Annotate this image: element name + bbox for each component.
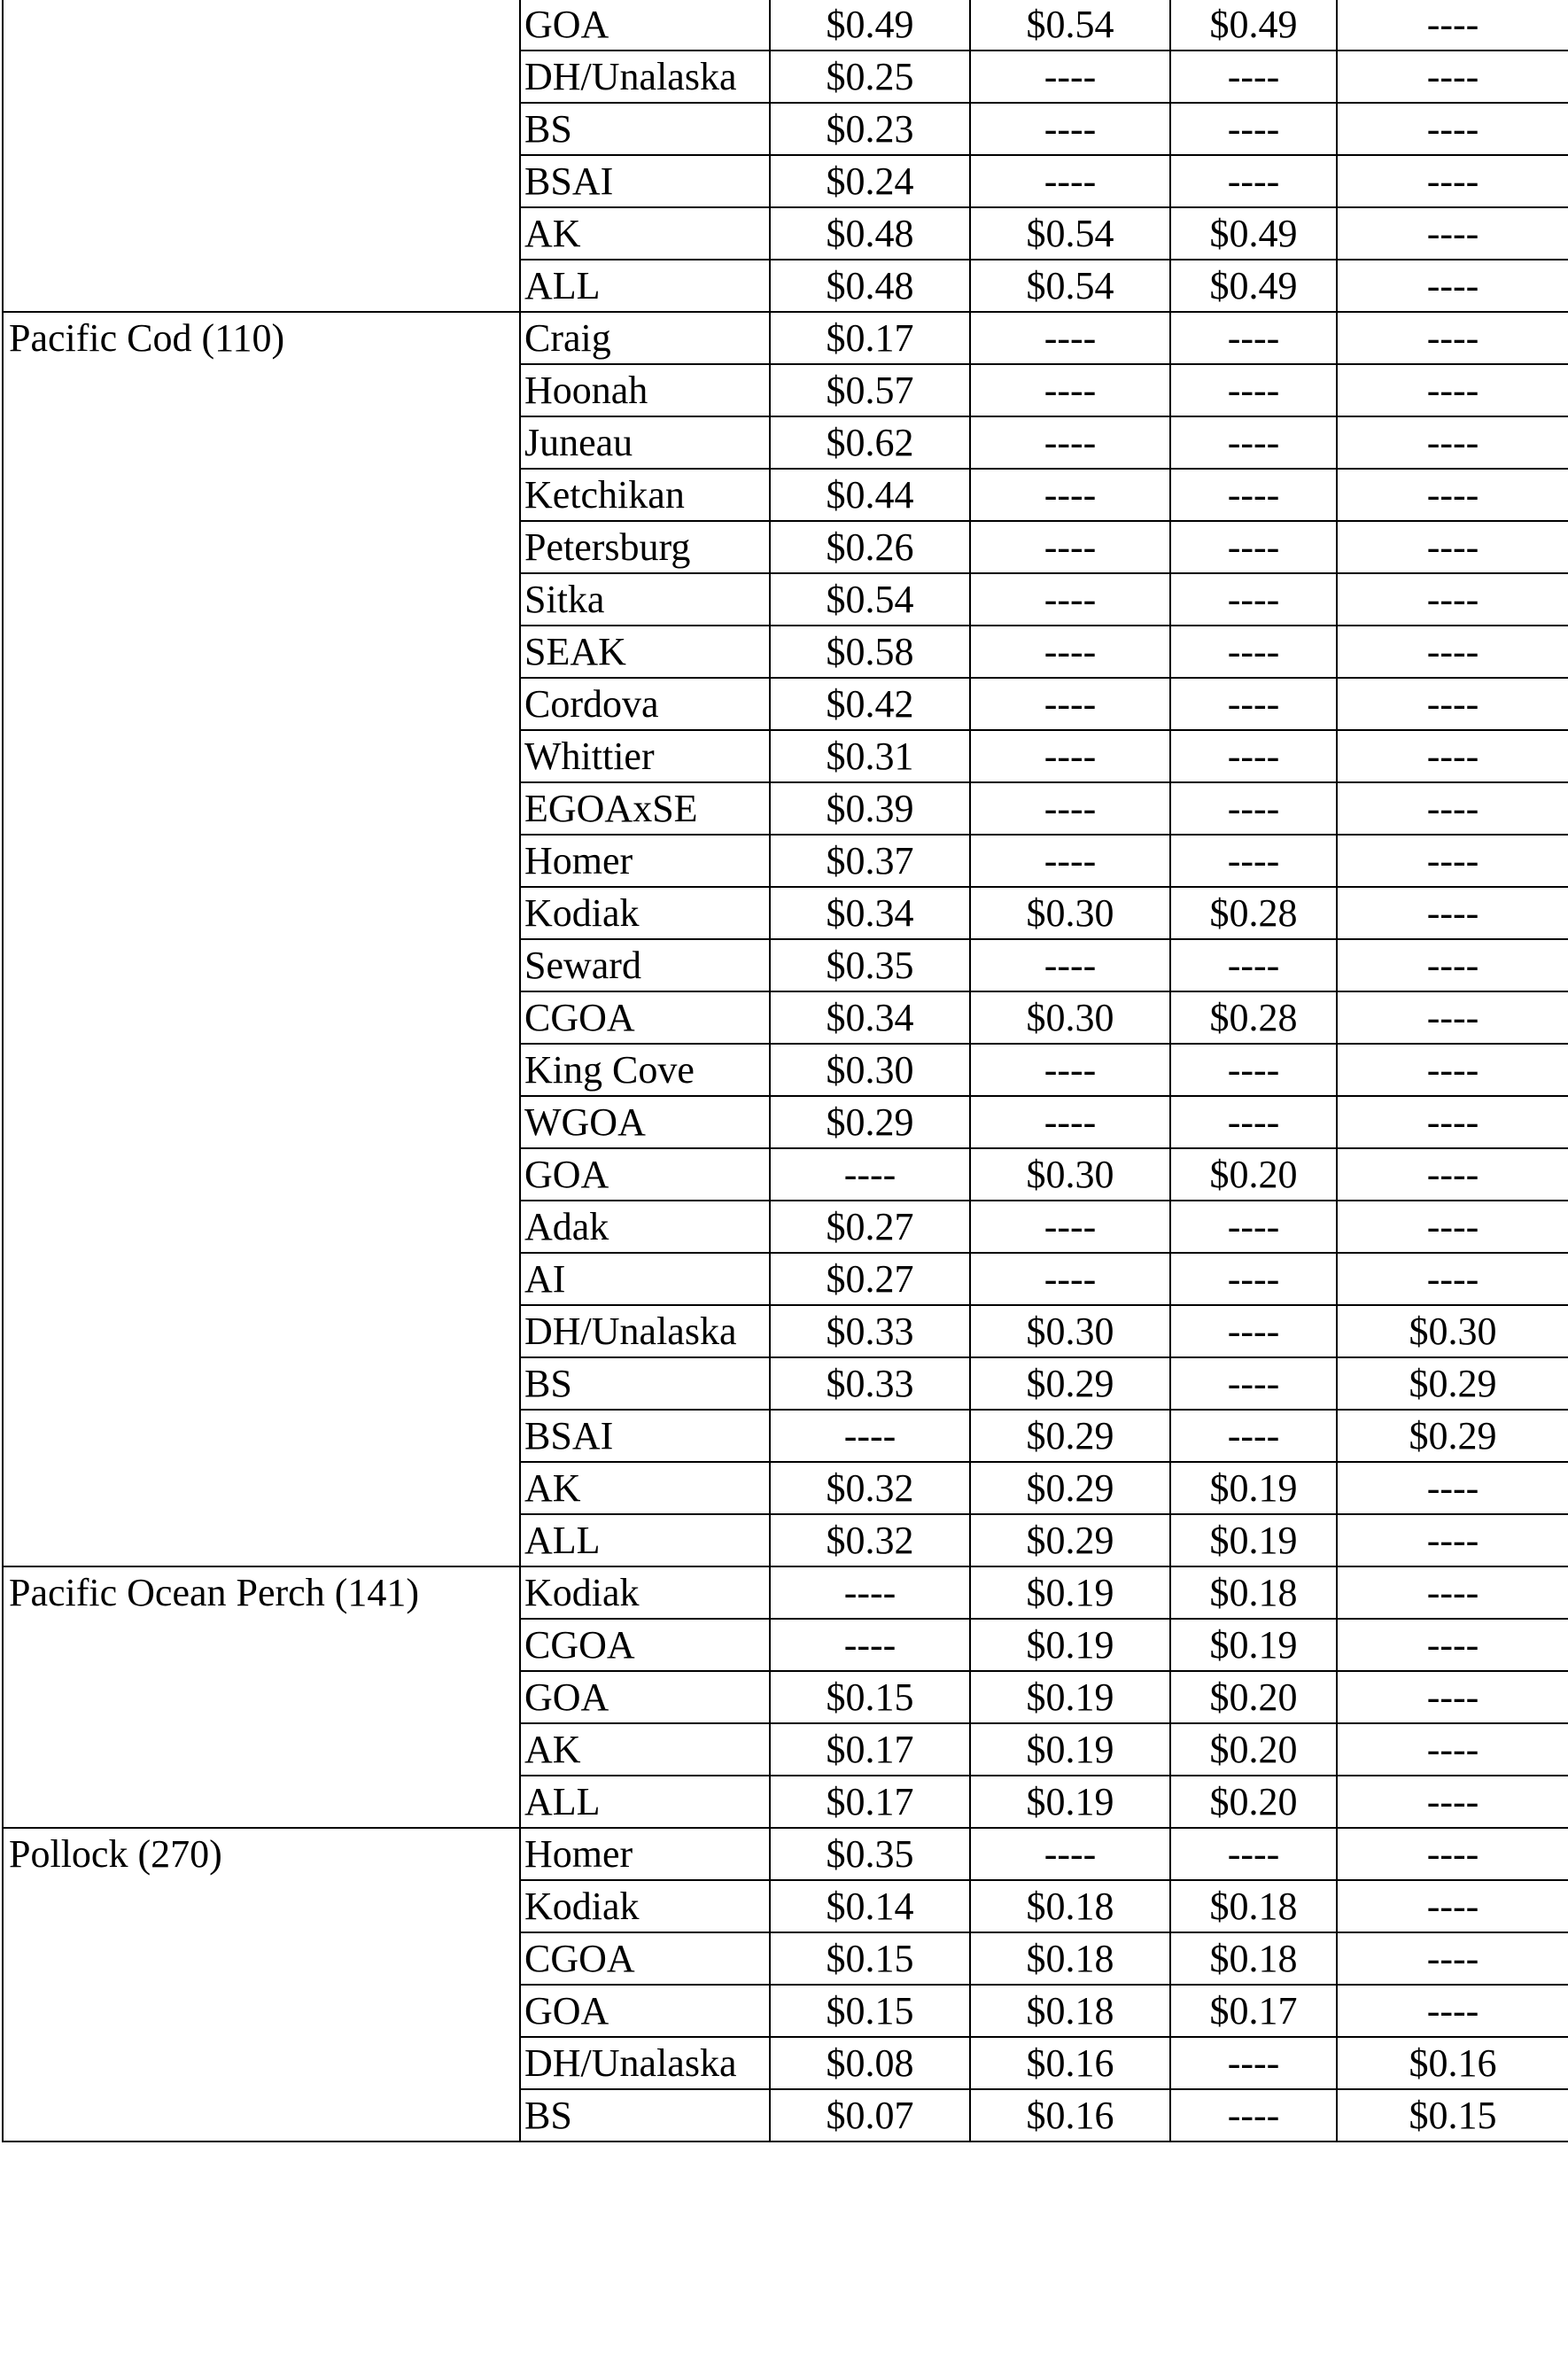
price-cell: $0.62 (770, 416, 970, 469)
port-cell: Kodiak (520, 887, 770, 939)
price-cell: $0.48 (770, 207, 970, 260)
price-cell: $0.18 (1170, 1880, 1337, 1932)
port-cell: BS (520, 1357, 770, 1410)
port-cell: CGOA (520, 1932, 770, 1985)
price-cell: $0.30 (970, 1305, 1170, 1357)
price-cell: ---- (970, 1201, 1170, 1253)
port-cell: AK (520, 1723, 770, 1776)
price-cell: ---- (1170, 469, 1337, 521)
table-row (3, 1828, 1568, 1880)
price-cell: $0.29 (970, 1357, 1170, 1410)
port-cell: ALL (520, 1514, 770, 1566)
price-cell: $0.16 (970, 2037, 1170, 2089)
price-cell: ---- (970, 416, 1170, 469)
price-cell: ---- (770, 1619, 970, 1671)
price-cell: $0.29 (970, 1514, 1170, 1566)
price-cell: ---- (970, 103, 1170, 155)
price-cell: $0.33 (770, 1305, 970, 1357)
port-cell: ALL (520, 260, 770, 312)
price-table-body (3, 0, 1568, 2141)
price-cell: $0.25 (770, 51, 970, 103)
price-cell: $0.19 (970, 1566, 1170, 1619)
price-cell: ---- (1337, 573, 1568, 626)
price-cell: ---- (970, 51, 1170, 103)
price-cell: ---- (1337, 835, 1568, 887)
port-cell: WGOA (520, 1096, 770, 1148)
price-cell: $0.29 (970, 1462, 1170, 1514)
price-cell: ---- (1170, 1828, 1337, 1880)
price-cell: ---- (1337, 1776, 1568, 1828)
port-cell: Homer (520, 1828, 770, 1880)
price-cell: ---- (1337, 416, 1568, 469)
price-cell: $0.19 (970, 1723, 1170, 1776)
price-cell: $0.29 (770, 1096, 970, 1148)
price-cell: $0.19 (970, 1776, 1170, 1828)
price-cell: $0.19 (1170, 1462, 1337, 1514)
price-cell: ---- (1170, 1410, 1337, 1462)
price-cell: ---- (1170, 2037, 1337, 2089)
port-cell: Ketchikan (520, 469, 770, 521)
price-cell: ---- (1170, 2089, 1337, 2141)
price-cell: ---- (1170, 1357, 1337, 1410)
price-cell: $0.29 (970, 1410, 1170, 1462)
price-cell: ---- (1337, 1880, 1568, 1932)
price-cell: $0.16 (970, 2089, 1170, 2141)
price-cell: $0.17 (1170, 1985, 1337, 2037)
port-cell: Sitka (520, 573, 770, 626)
port-cell: Petersburg (520, 521, 770, 573)
price-cell: ---- (1337, 1723, 1568, 1776)
price-cell: $0.42 (770, 678, 970, 730)
price-cell: ---- (1170, 103, 1337, 155)
price-cell: ---- (1170, 1253, 1337, 1305)
port-cell: Homer (520, 835, 770, 887)
port-cell: GOA (520, 1671, 770, 1723)
price-cell: ---- (1337, 312, 1568, 364)
price-cell: ---- (1337, 1985, 1568, 2037)
port-cell: DH/Unalaska (520, 1305, 770, 1357)
price-cell: $0.27 (770, 1253, 970, 1305)
port-cell: King Cove (520, 1044, 770, 1096)
table-row (3, 312, 1568, 364)
price-cell: ---- (1170, 521, 1337, 573)
price-cell: ---- (1170, 939, 1337, 991)
price-cell: $0.16 (1337, 2037, 1568, 2089)
price-cell: ---- (1337, 260, 1568, 312)
price-cell: ---- (1337, 1148, 1568, 1201)
price-cell: $0.18 (970, 1985, 1170, 2037)
price-cell: ---- (1170, 782, 1337, 835)
price-cell: $0.20 (1170, 1776, 1337, 1828)
port-cell: BS (520, 2089, 770, 2141)
price-cell: $0.54 (770, 573, 970, 626)
species-cell: Pacific Ocean Perch (141) (3, 1566, 520, 1828)
price-cell: $0.20 (1170, 1148, 1337, 1201)
port-cell: AK (520, 1462, 770, 1514)
price-cell: ---- (770, 1566, 970, 1619)
price-cell: ---- (1170, 730, 1337, 782)
port-cell: Craig (520, 312, 770, 364)
price-cell: $0.30 (770, 1044, 970, 1096)
price-cell: ---- (1170, 155, 1337, 207)
price-table (2, 0, 1568, 2142)
price-cell: ---- (970, 521, 1170, 573)
price-cell: ---- (1337, 207, 1568, 260)
price-cell: ---- (1170, 678, 1337, 730)
port-cell: AI (520, 1253, 770, 1305)
price-cell: $0.14 (770, 1880, 970, 1932)
port-cell: AK (520, 207, 770, 260)
price-cell: ---- (1337, 0, 1568, 51)
price-cell: $0.20 (1170, 1723, 1337, 1776)
price-cell: ---- (1337, 939, 1568, 991)
price-cell: ---- (1337, 469, 1568, 521)
price-cell: ---- (970, 939, 1170, 991)
price-cell: ---- (1337, 887, 1568, 939)
price-cell: $0.27 (770, 1201, 970, 1253)
price-cell: ---- (1337, 730, 1568, 782)
port-cell: BS (520, 103, 770, 155)
price-cell: $0.49 (1170, 207, 1337, 260)
price-cell: $0.34 (770, 991, 970, 1044)
price-cell: $0.20 (1170, 1671, 1337, 1723)
price-cell: $0.17 (770, 1723, 970, 1776)
port-cell: CGOA (520, 991, 770, 1044)
table-row (3, 1566, 1568, 1619)
price-cell: ---- (970, 835, 1170, 887)
port-cell: GOA (520, 1985, 770, 2037)
price-cell: ---- (1170, 51, 1337, 103)
price-cell: $0.07 (770, 2089, 970, 2141)
price-cell: $0.31 (770, 730, 970, 782)
price-cell: $0.58 (770, 626, 970, 678)
price-cell: $0.18 (970, 1932, 1170, 1985)
port-cell: Hoonah (520, 364, 770, 416)
price-cell: ---- (1337, 1514, 1568, 1566)
port-cell: Juneau (520, 416, 770, 469)
price-cell: ---- (1337, 1201, 1568, 1253)
price-cell: ---- (970, 364, 1170, 416)
price-cell: $0.28 (1170, 887, 1337, 939)
price-cell: ---- (1337, 1044, 1568, 1096)
price-cell: ---- (970, 573, 1170, 626)
price-cell: ---- (970, 155, 1170, 207)
port-cell: DH/Unalaska (520, 51, 770, 103)
price-cell: ---- (1170, 416, 1337, 469)
port-cell: Seward (520, 939, 770, 991)
port-cell: SEAK (520, 626, 770, 678)
price-cell: ---- (1170, 1044, 1337, 1096)
price-cell: ---- (1170, 626, 1337, 678)
price-cell: $0.26 (770, 521, 970, 573)
port-cell: Kodiak (520, 1566, 770, 1619)
price-cell: ---- (1337, 1932, 1568, 1985)
price-cell: $0.35 (770, 1828, 970, 1880)
price-cell: ---- (1337, 1828, 1568, 1880)
species-cell: Pollock (270) (3, 1828, 520, 2141)
port-cell: CGOA (520, 1619, 770, 1671)
price-cell: $0.29 (1337, 1357, 1568, 1410)
price-cell: ---- (970, 1096, 1170, 1148)
price-cell: $0.24 (770, 155, 970, 207)
price-cell: ---- (1170, 1201, 1337, 1253)
price-cell: ---- (1170, 835, 1337, 887)
price-cell: $0.15 (770, 1932, 970, 1985)
price-cell: $0.49 (1170, 0, 1337, 51)
price-cell: $0.15 (770, 1985, 970, 2037)
price-cell: $0.30 (970, 991, 1170, 1044)
price-cell: ---- (970, 469, 1170, 521)
price-cell: $0.32 (770, 1462, 970, 1514)
price-cell: $0.30 (970, 1148, 1170, 1201)
port-cell: Kodiak (520, 1880, 770, 1932)
price-cell: $0.54 (970, 0, 1170, 51)
port-cell: BSAI (520, 155, 770, 207)
price-cell: $0.35 (770, 939, 970, 991)
price-cell: ---- (1337, 155, 1568, 207)
price-cell: ---- (1170, 364, 1337, 416)
price-cell: $0.23 (770, 103, 970, 155)
price-cell: $0.15 (1337, 2089, 1568, 2141)
price-cell: ---- (970, 312, 1170, 364)
price-cell: $0.18 (970, 1880, 1170, 1932)
price-cell: ---- (970, 678, 1170, 730)
price-cell: ---- (1170, 312, 1337, 364)
price-cell: ---- (970, 1044, 1170, 1096)
species-cell: Pacific Cod (110) (3, 312, 520, 1566)
price-cell: ---- (1337, 1671, 1568, 1723)
price-cell: $0.28 (1170, 991, 1337, 1044)
price-cell: $0.48 (770, 260, 970, 312)
price-cell: $0.18 (1170, 1932, 1337, 1985)
price-cell: ---- (770, 1148, 970, 1201)
price-cell: ---- (1337, 1566, 1568, 1619)
price-cell: ---- (1337, 782, 1568, 835)
port-cell: GOA (520, 0, 770, 51)
price-cell: ---- (970, 1828, 1170, 1880)
price-cell: $0.15 (770, 1671, 970, 1723)
price-cell: ---- (1337, 626, 1568, 678)
port-cell: DH/Unalaska (520, 2037, 770, 2089)
price-cell: ---- (970, 730, 1170, 782)
price-cell: $0.19 (970, 1619, 1170, 1671)
price-cell: ---- (1170, 1096, 1337, 1148)
price-cell: ---- (1337, 364, 1568, 416)
price-cell: $0.49 (770, 0, 970, 51)
price-cell: $0.57 (770, 364, 970, 416)
port-cell: GOA (520, 1148, 770, 1201)
price-cell: $0.17 (770, 1776, 970, 1828)
port-cell: Adak (520, 1201, 770, 1253)
price-cell: ---- (970, 1253, 1170, 1305)
price-cell: $0.44 (770, 469, 970, 521)
port-cell: Whittier (520, 730, 770, 782)
port-cell: Cordova (520, 678, 770, 730)
port-cell: BSAI (520, 1410, 770, 1462)
price-cell: $0.54 (970, 207, 1170, 260)
price-cell: $0.30 (970, 887, 1170, 939)
price-cell: ---- (1337, 1619, 1568, 1671)
price-cell: ---- (1337, 103, 1568, 155)
price-cell: ---- (1337, 1253, 1568, 1305)
price-cell: ---- (1337, 521, 1568, 573)
price-cell: $0.08 (770, 2037, 970, 2089)
price-cell: $0.18 (1170, 1566, 1337, 1619)
price-cell: ---- (1337, 1462, 1568, 1514)
price-cell: $0.54 (970, 260, 1170, 312)
price-cell: $0.39 (770, 782, 970, 835)
price-cell: $0.30 (1337, 1305, 1568, 1357)
price-cell: $0.19 (1170, 1514, 1337, 1566)
price-cell: $0.29 (1337, 1410, 1568, 1462)
price-cell: $0.34 (770, 887, 970, 939)
price-cell: ---- (1337, 991, 1568, 1044)
table-row (3, 0, 1568, 51)
price-cell: $0.19 (970, 1671, 1170, 1723)
price-cell: $0.37 (770, 835, 970, 887)
price-cell: ---- (1170, 573, 1337, 626)
price-cell: ---- (1337, 1096, 1568, 1148)
price-cell: $0.17 (770, 312, 970, 364)
price-cell: $0.49 (1170, 260, 1337, 312)
port-cell: ALL (520, 1776, 770, 1828)
price-cell: ---- (1337, 51, 1568, 103)
price-cell: ---- (770, 1410, 970, 1462)
price-cell: $0.19 (1170, 1619, 1337, 1671)
price-cell: ---- (1170, 1305, 1337, 1357)
price-cell: ---- (970, 782, 1170, 835)
price-cell: $0.32 (770, 1514, 970, 1566)
price-cell: $0.33 (770, 1357, 970, 1410)
price-cell: ---- (1337, 678, 1568, 730)
species-cell (3, 0, 520, 312)
port-cell: EGOAxSE (520, 782, 770, 835)
price-cell: ---- (970, 626, 1170, 678)
